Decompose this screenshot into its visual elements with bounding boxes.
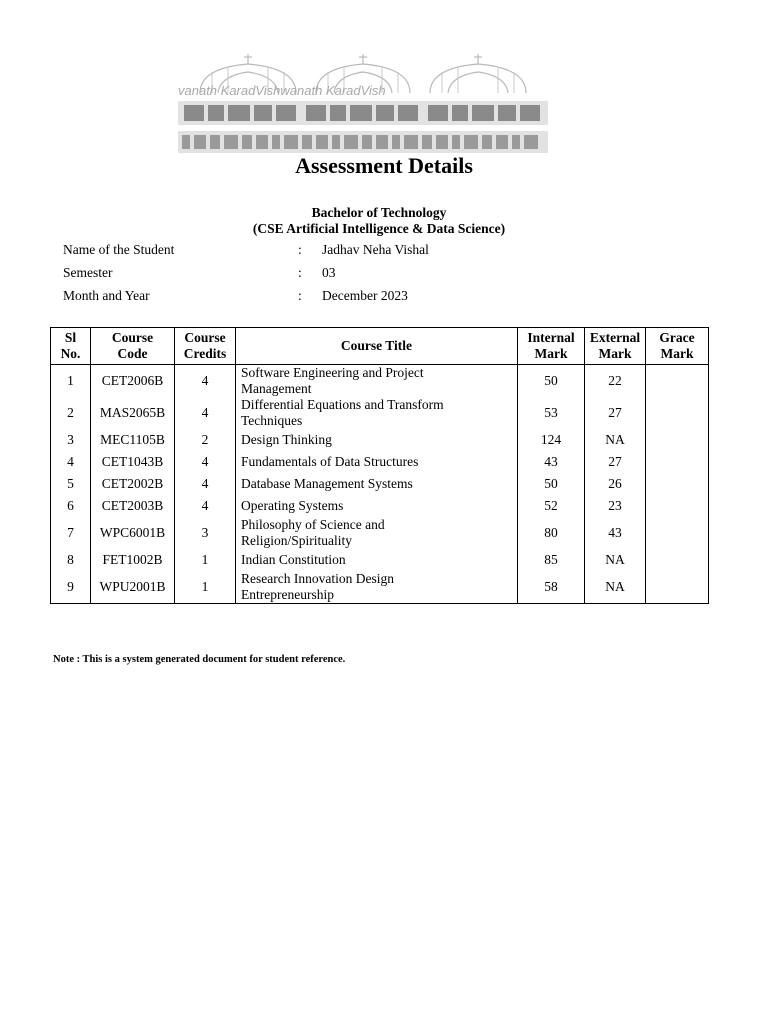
cell-sl: 8	[51, 549, 91, 571]
month-year-row	[63, 286, 703, 306]
cell-sl: 6	[51, 495, 91, 517]
cell-sl: 1	[51, 365, 91, 398]
cell-credits: 4	[175, 397, 236, 429]
cell-grace	[646, 451, 709, 473]
table-row	[51, 571, 709, 604]
student-name-value: Jadhav Neha Vishal	[322, 242, 429, 257]
cell-title: Indian Constitution	[236, 549, 518, 571]
cell-internal: 52	[518, 495, 585, 517]
cell-internal: 80	[518, 517, 585, 549]
cell-grace	[646, 495, 709, 517]
semester-label: Semester	[63, 265, 113, 280]
cell-code: FET1002B	[91, 549, 175, 571]
cell-internal: 124	[518, 429, 585, 451]
cell-external: NA	[585, 549, 646, 571]
header-external-mark: External Mark	[585, 328, 646, 365]
cell-grace	[646, 429, 709, 451]
cell-title: Philosophy of Science and Religion/Spirituality	[236, 517, 518, 549]
student-name-label: Name of the Student	[63, 242, 175, 257]
cell-title: Design Thinking	[236, 429, 518, 451]
cell-external: NA	[585, 571, 646, 604]
footer-note: Note : This is a system generated document for student reference.	[53, 654, 346, 665]
cell-sl: 9	[51, 571, 91, 604]
cell-code: MAS2065B	[91, 397, 175, 429]
cell-code: CET2003B	[91, 495, 175, 517]
month-year-label: Month and Year	[63, 288, 150, 303]
program-specialization: (CSE Artificial Intelligence & Data Science)	[252, 221, 506, 236]
cell-grace	[646, 473, 709, 495]
page-title: Assessment Details	[295, 153, 473, 178]
cell-credits: 2	[175, 429, 236, 451]
header-internal-mark: Internal Mark	[518, 328, 585, 365]
cell-internal: 58	[518, 571, 585, 604]
table-row	[51, 473, 709, 495]
cell-internal: 53	[518, 397, 585, 429]
cell-sl: 2	[51, 397, 91, 429]
cell-code: WPU2001B	[91, 571, 175, 604]
cell-sl: 7	[51, 517, 91, 549]
cell-credits: 1	[175, 549, 236, 571]
header-sl-no: Sl No.	[51, 328, 91, 365]
separator: :	[298, 288, 302, 303]
cell-credits: 4	[175, 495, 236, 517]
cell-external: 27	[585, 397, 646, 429]
table-row	[51, 517, 709, 549]
cell-title: Operating Systems	[236, 495, 518, 517]
student-name-row	[63, 240, 703, 260]
table-row	[51, 397, 709, 429]
cell-title: Fundamentals of Data Structures	[236, 451, 518, 473]
cell-external: NA	[585, 429, 646, 451]
table-header-row	[51, 328, 709, 365]
cell-internal: 43	[518, 451, 585, 473]
cell-internal: 50	[518, 473, 585, 495]
separator: :	[298, 242, 302, 257]
table-row	[51, 429, 709, 451]
cell-code: CET2002B	[91, 473, 175, 495]
cell-code: CET2006B	[91, 365, 175, 398]
cell-external: 22	[585, 365, 646, 398]
cell-grace	[646, 517, 709, 549]
cell-grace	[646, 549, 709, 571]
cell-credits: 4	[175, 365, 236, 398]
header-course-credits: Course Credits	[175, 328, 236, 365]
cell-external: 27	[585, 451, 646, 473]
cell-code: WPC6001B	[91, 517, 175, 549]
cell-sl: 4	[51, 451, 91, 473]
header-course-title: Course Title	[236, 328, 518, 365]
cell-code: MEC1105B	[91, 429, 175, 451]
month-year-value: December 2023	[322, 288, 408, 303]
cell-external: 23	[585, 495, 646, 517]
cell-sl: 5	[51, 473, 91, 495]
cell-grace	[646, 571, 709, 604]
table-row	[51, 451, 709, 473]
table-row	[51, 365, 709, 398]
cell-external: 26	[585, 473, 646, 495]
cell-title: Differential Equations and Transform Techniques	[236, 397, 518, 429]
cell-title: Database Management Systems	[236, 473, 518, 495]
cell-title: Software Engineering and Project Management	[236, 365, 518, 398]
cell-credits: 4	[175, 473, 236, 495]
semester-value: 03	[322, 265, 336, 280]
separator: :	[298, 265, 302, 280]
cell-grace	[646, 397, 709, 429]
cell-code: CET1043B	[91, 451, 175, 473]
cell-external: 43	[585, 517, 646, 549]
header-grace-mark: Grace Mark	[646, 328, 709, 365]
cell-credits: 4	[175, 451, 236, 473]
cell-credits: 1	[175, 571, 236, 604]
cell-sl: 3	[51, 429, 91, 451]
logo-text: vanath KaradVishwanath KaradVish	[178, 83, 386, 98]
cell-title: Research Innovation Design Entrepreneurship	[236, 571, 518, 604]
semester-row	[63, 263, 703, 283]
table-row	[51, 495, 709, 517]
university-logo	[178, 48, 548, 156]
cell-credits: 3	[175, 517, 236, 549]
assessment-table	[50, 327, 709, 604]
table-row	[51, 549, 709, 571]
cell-grace	[646, 365, 709, 398]
program-name: Bachelor of Technology	[311, 205, 447, 220]
cell-internal: 85	[518, 549, 585, 571]
header-course-code: Course Code	[91, 328, 175, 365]
cell-internal: 50	[518, 365, 585, 398]
